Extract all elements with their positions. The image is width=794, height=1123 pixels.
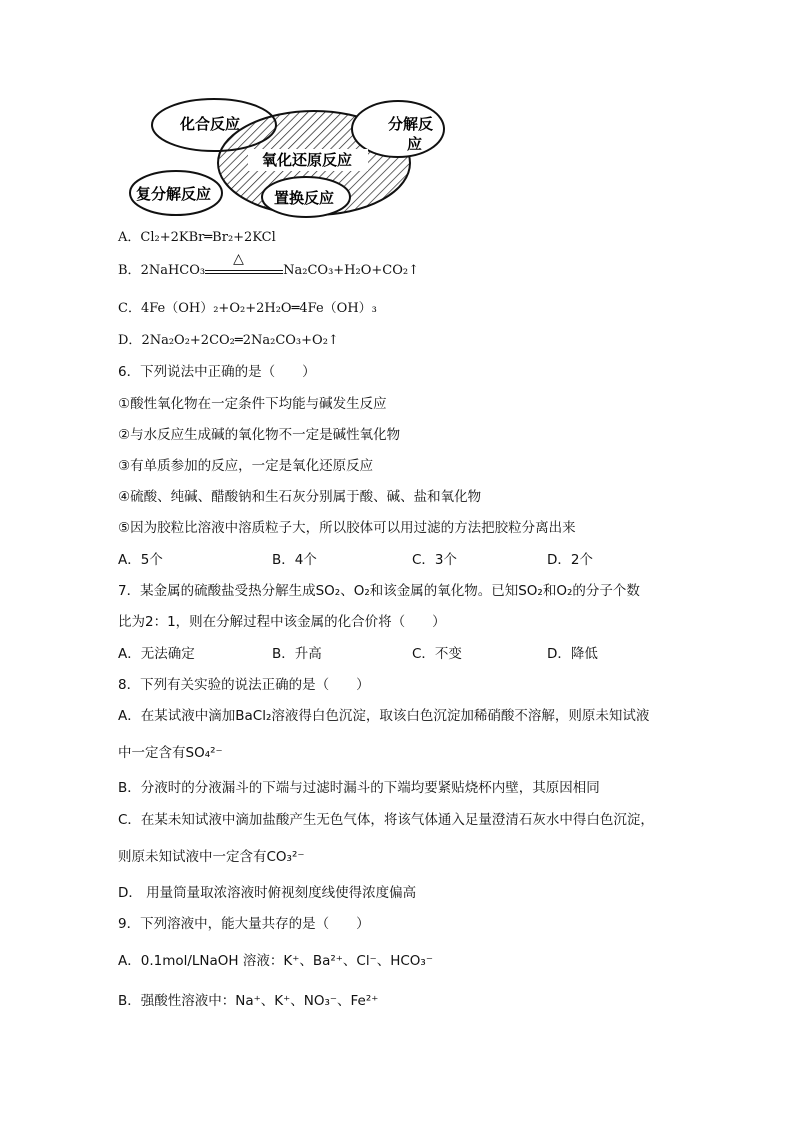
combination-label: 化合反应: [180, 115, 241, 133]
heating-condition-arrow: [205, 251, 283, 280]
q5-option-c-label: C．: [118, 301, 141, 316]
q5-option-b: [118, 251, 419, 280]
q7-option-c: C．不变: [412, 646, 462, 662]
q7-stem-line-1: 7．某金属的硫酸盐受热分解生成SO₂、O₂和该金属的氧化物。已知SO₂和O₂的分子个数: [118, 583, 640, 599]
q5-option-c: [118, 300, 377, 318]
displacement-label: 置换反应: [274, 189, 335, 207]
heat-symbol: △: [233, 251, 244, 267]
q5-option-c-text: 4Fe（OH）₂+O₂+2H₂O═4Fe（OH）₃: [140, 301, 377, 316]
q8-option-a-line-1: A．在某试液中滴加BaCl₂溶液得白色沉淀，取该白色沉淀加稀硝酸不溶解，则原未知试液: [118, 708, 650, 724]
decomposition-label-2: 应: [407, 135, 423, 153]
q5-option-a-text: Cl₂+2KBr═Br₂+2KCl: [140, 230, 276, 245]
q5-option-d: [118, 332, 339, 350]
q6-statement-5: ⑤因为胶粒比溶液中溶质粒子大，所以胶体可以用过滤的方法把胶粒分离出来: [118, 520, 576, 536]
double-decomposition-label: 复分解反应: [136, 185, 212, 203]
q6-statement-4: ④硫酸、纯碱、醋酸钠和生石灰分别属于酸、碱、盐和氧化物: [118, 489, 482, 505]
q5-option-b-products: Na₂CO₃+H₂O+CO₂↑: [283, 263, 419, 278]
q8-option-d: D． 用量筒量取浓溶液时俯视刻度线使得浓度偏高: [118, 885, 417, 901]
q6-option-d: D．2个: [547, 552, 593, 568]
q7-option-a: A．无法确定: [118, 646, 195, 662]
q8-option-a-line-2: 中一定含有SO₄²⁻: [118, 745, 223, 761]
q6-stem: 6．下列说法中正确的是（ ）: [118, 364, 316, 380]
q6-option-b: B．4个: [272, 552, 317, 568]
reaction-type-venn-diagram: [128, 105, 434, 217]
q5-option-a: [118, 229, 276, 247]
q6-statement-2: ②与水反应生成碱的氧化物不一定是碱性氧化物: [118, 427, 401, 443]
q9-stem: 9．下列溶液中，能大量共存的是（ ）: [118, 916, 370, 932]
q6-option-a: A．5个: [118, 552, 163, 568]
q5-option-d-label: D．: [118, 333, 142, 348]
q7-option-b: B．升高: [272, 646, 322, 662]
decomposition-label-1: 分解反: [388, 115, 434, 133]
redox-label: 氧化还原反应: [262, 151, 353, 169]
q8-stem: 8．下列有关实验的说法正确的是（ ）: [118, 677, 370, 693]
q6-statement-1: ①酸性氧化物在一定条件下均能与碱发生反应: [118, 396, 387, 412]
q8-option-c-line-2: 则原未知试液中一定含有CO₃²⁻: [118, 849, 305, 865]
q7-stem-line-2: 比为2：1，则在分解过程中该金属的化合价将（ ）: [118, 614, 446, 630]
q5-option-a-label: A．: [118, 230, 141, 245]
q7-option-d: D．降低: [547, 646, 598, 662]
q8-option-b: B．分液时的分液漏斗的下端与过滤时漏斗的下端均要紧贴烧杯内壁，其原因相同: [118, 780, 600, 796]
q6-statement-3: ③有单质参加的反应，一定是氧化还原反应: [118, 458, 374, 474]
q5-option-b-label: B．: [118, 263, 141, 278]
q9-option-a: A．0.1mol/LNaOH 溶液：K⁺、Ba²⁺、Cl⁻、HCO₃⁻: [118, 953, 433, 969]
q5-option-b-reactant: 2NaHCO₃: [140, 263, 206, 278]
q5-option-d-text: 2Na₂O₂+2CO₂═2Na₂CO₃+O₂↑: [141, 333, 339, 348]
q6-option-c: C．3个: [412, 552, 458, 568]
q9-option-b: B．强酸性溶液中：Na⁺、K⁺、NO₃⁻、Fe²⁺: [118, 993, 379, 1009]
q8-option-c-line-1: C．在某未知试液中滴加盐酸产生无色气体，将该气体通入足量澄清石灰水中得白色沉淀，: [118, 812, 654, 828]
